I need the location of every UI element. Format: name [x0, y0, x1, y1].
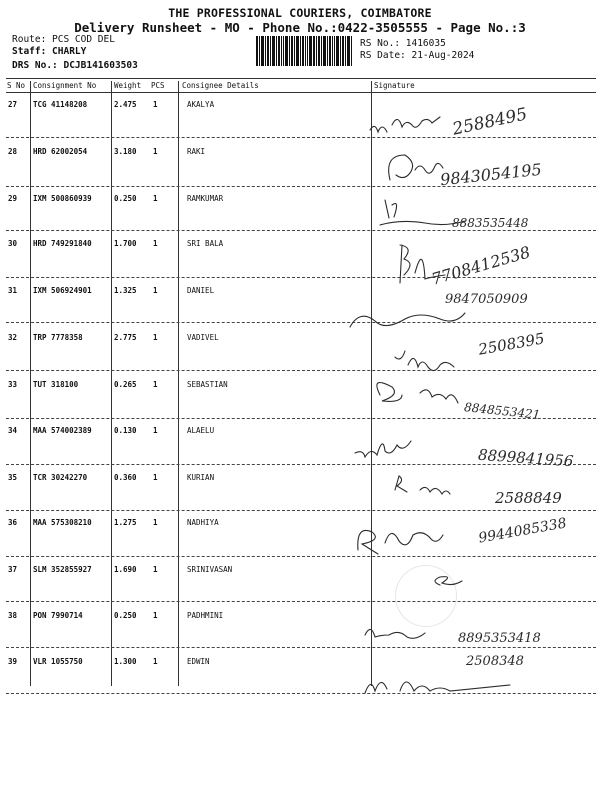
row-sno: 35	[8, 473, 18, 482]
row-weight: 2.475	[114, 100, 137, 109]
col-sno: S No	[7, 81, 26, 90]
signature-scribble	[370, 117, 440, 132]
row-consignee: RAKI	[187, 147, 206, 156]
row-weight: 0.250	[114, 611, 137, 620]
handwritten-phone: 2588849	[495, 489, 562, 507]
header-top-rule	[6, 78, 596, 79]
handwritten-phone: 2508395	[476, 329, 546, 359]
signature-scribble	[395, 476, 450, 494]
row-sno: 27	[8, 100, 18, 109]
row-consignment: TRP 7778358	[33, 333, 83, 342]
row-consignment: IXM 500860939	[33, 194, 92, 203]
row-pcs: 1	[153, 380, 158, 389]
row-sno: 34	[8, 426, 18, 435]
runsheet-title: Delivery Runsheet - MO - Phone No.:0422-3505555 - Page No.:3	[74, 20, 526, 35]
row-consignment: HRD 62002054	[33, 147, 88, 156]
row-weight: 2.775	[114, 333, 137, 342]
row-consignment: TCG 41148208	[33, 100, 88, 109]
signature-scribble	[350, 313, 465, 327]
row-consignment: TUT 318100	[33, 380, 79, 389]
handwritten-phone: 8848553421	[463, 400, 541, 422]
row-consignment: HRD 749291840	[33, 239, 92, 248]
signature-scribble	[358, 530, 443, 554]
row-weight: 1.325	[114, 286, 137, 295]
row-sno: 33	[8, 380, 18, 389]
row-weight: 0.265	[114, 380, 137, 389]
handwritten-phone: 9944085338	[477, 515, 568, 547]
row-weight: 0.130	[114, 426, 137, 435]
row-consignee: PADHMINI	[187, 611, 224, 620]
row-consignee: AKALYA	[187, 100, 215, 109]
row-pcs: 1	[153, 194, 158, 203]
row-consignment: IXM 506924901	[33, 286, 92, 295]
signature-scribble	[377, 383, 458, 404]
row-sno: 37	[8, 565, 18, 574]
col-weight: Weight	[114, 81, 142, 90]
row-consignee: KURIAN	[187, 473, 215, 482]
row-weight: 1.275	[114, 518, 137, 527]
row-pcs: 1	[153, 473, 158, 482]
row-consignee: SEBASTIAN	[187, 380, 228, 389]
row-pcs: 1	[153, 565, 158, 574]
row-consignment: TCR 30242270	[33, 473, 88, 482]
handwritten-phone: 2508348	[466, 654, 524, 669]
row-pcs: 1	[153, 611, 158, 620]
handwritten-phone: 8883535448	[452, 216, 529, 230]
row-consignee: SRINIVASAN	[187, 565, 233, 574]
row-pcs: 1	[153, 100, 158, 109]
row-consignee: RAMKUMAR	[187, 194, 224, 203]
row-weight: 3.180	[114, 147, 137, 156]
signature-scribble	[395, 351, 454, 371]
row-sno: 29	[8, 194, 18, 203]
row-weight: 1.300	[114, 657, 137, 666]
row-consignment: PON 7990714	[33, 611, 83, 620]
row-pcs: 1	[153, 518, 158, 527]
handwritten-phone: 8895353418	[458, 631, 541, 646]
row-consignment: SLM 352855927	[33, 565, 92, 574]
row-pcs: 1	[153, 426, 158, 435]
staff-label: Staff: CHARLY	[12, 46, 87, 57]
rs-number: RS No.: 1416035	[360, 38, 446, 49]
handwritten-phone: 9847050909	[445, 292, 528, 307]
signature-scribble	[365, 629, 425, 638]
row-sno: 28	[8, 147, 18, 156]
handwritten-phone: 9843054195	[439, 159, 543, 190]
row-weight: 0.250	[114, 194, 137, 203]
row-pcs: 1	[153, 657, 158, 666]
row-pcs: 1	[153, 333, 158, 342]
rs-date: RS Date: 21-Aug-2024	[360, 50, 475, 61]
drs-number: DRS No.: DCJB141603503	[12, 60, 138, 71]
company-title: THE PROFESSIONAL COURIERS, COIMBATORE	[168, 6, 432, 20]
row-consignee: ALAELU	[187, 426, 215, 435]
signature-scribble	[355, 441, 411, 457]
row-consignee: VADIVEL	[187, 333, 219, 342]
row-consignee: NADHIYA	[187, 518, 219, 527]
row-sno: 32	[8, 333, 18, 342]
col-consignee: Consignee Details	[182, 81, 259, 90]
signature-scribble	[389, 155, 443, 180]
row-pcs: 1	[153, 147, 158, 156]
row-consignee: EDWIN	[187, 657, 210, 666]
row-weight: 0.360	[114, 473, 137, 482]
row-weight: 1.690	[114, 565, 137, 574]
row-sno: 31	[8, 286, 18, 295]
signature-scribble	[365, 682, 510, 693]
header-bottom-rule	[6, 92, 596, 93]
col-consignment: Consignment No	[33, 81, 97, 90]
row-weight: 1.700	[114, 239, 137, 248]
handwritten-phone: 7708412538	[429, 242, 533, 289]
row-sno: 38	[8, 611, 18, 620]
handwritten-phone: 2588495	[450, 104, 529, 140]
barcode-image	[256, 36, 352, 66]
row-consignment: MAA 574002389	[33, 426, 92, 435]
row-consignee: SRI BALA	[187, 239, 224, 248]
row-consignment: MAA 575308210	[33, 518, 92, 527]
row-sno: 39	[8, 657, 18, 666]
col-signature: Signature	[374, 81, 415, 90]
route-label: Route: PCS COD DEL	[12, 34, 115, 45]
handwritten-phone: 8899841956	[477, 445, 574, 471]
row-pcs: 1	[153, 286, 158, 295]
signature-scribble	[435, 577, 462, 585]
row-sno: 36	[8, 518, 18, 527]
row-consignment: VLR 1055750	[33, 657, 83, 666]
row-consignee: DANIEL	[187, 286, 215, 295]
row-pcs: 1	[153, 239, 158, 248]
col-pcs: PCS	[151, 81, 165, 90]
row-sno: 30	[8, 239, 18, 248]
